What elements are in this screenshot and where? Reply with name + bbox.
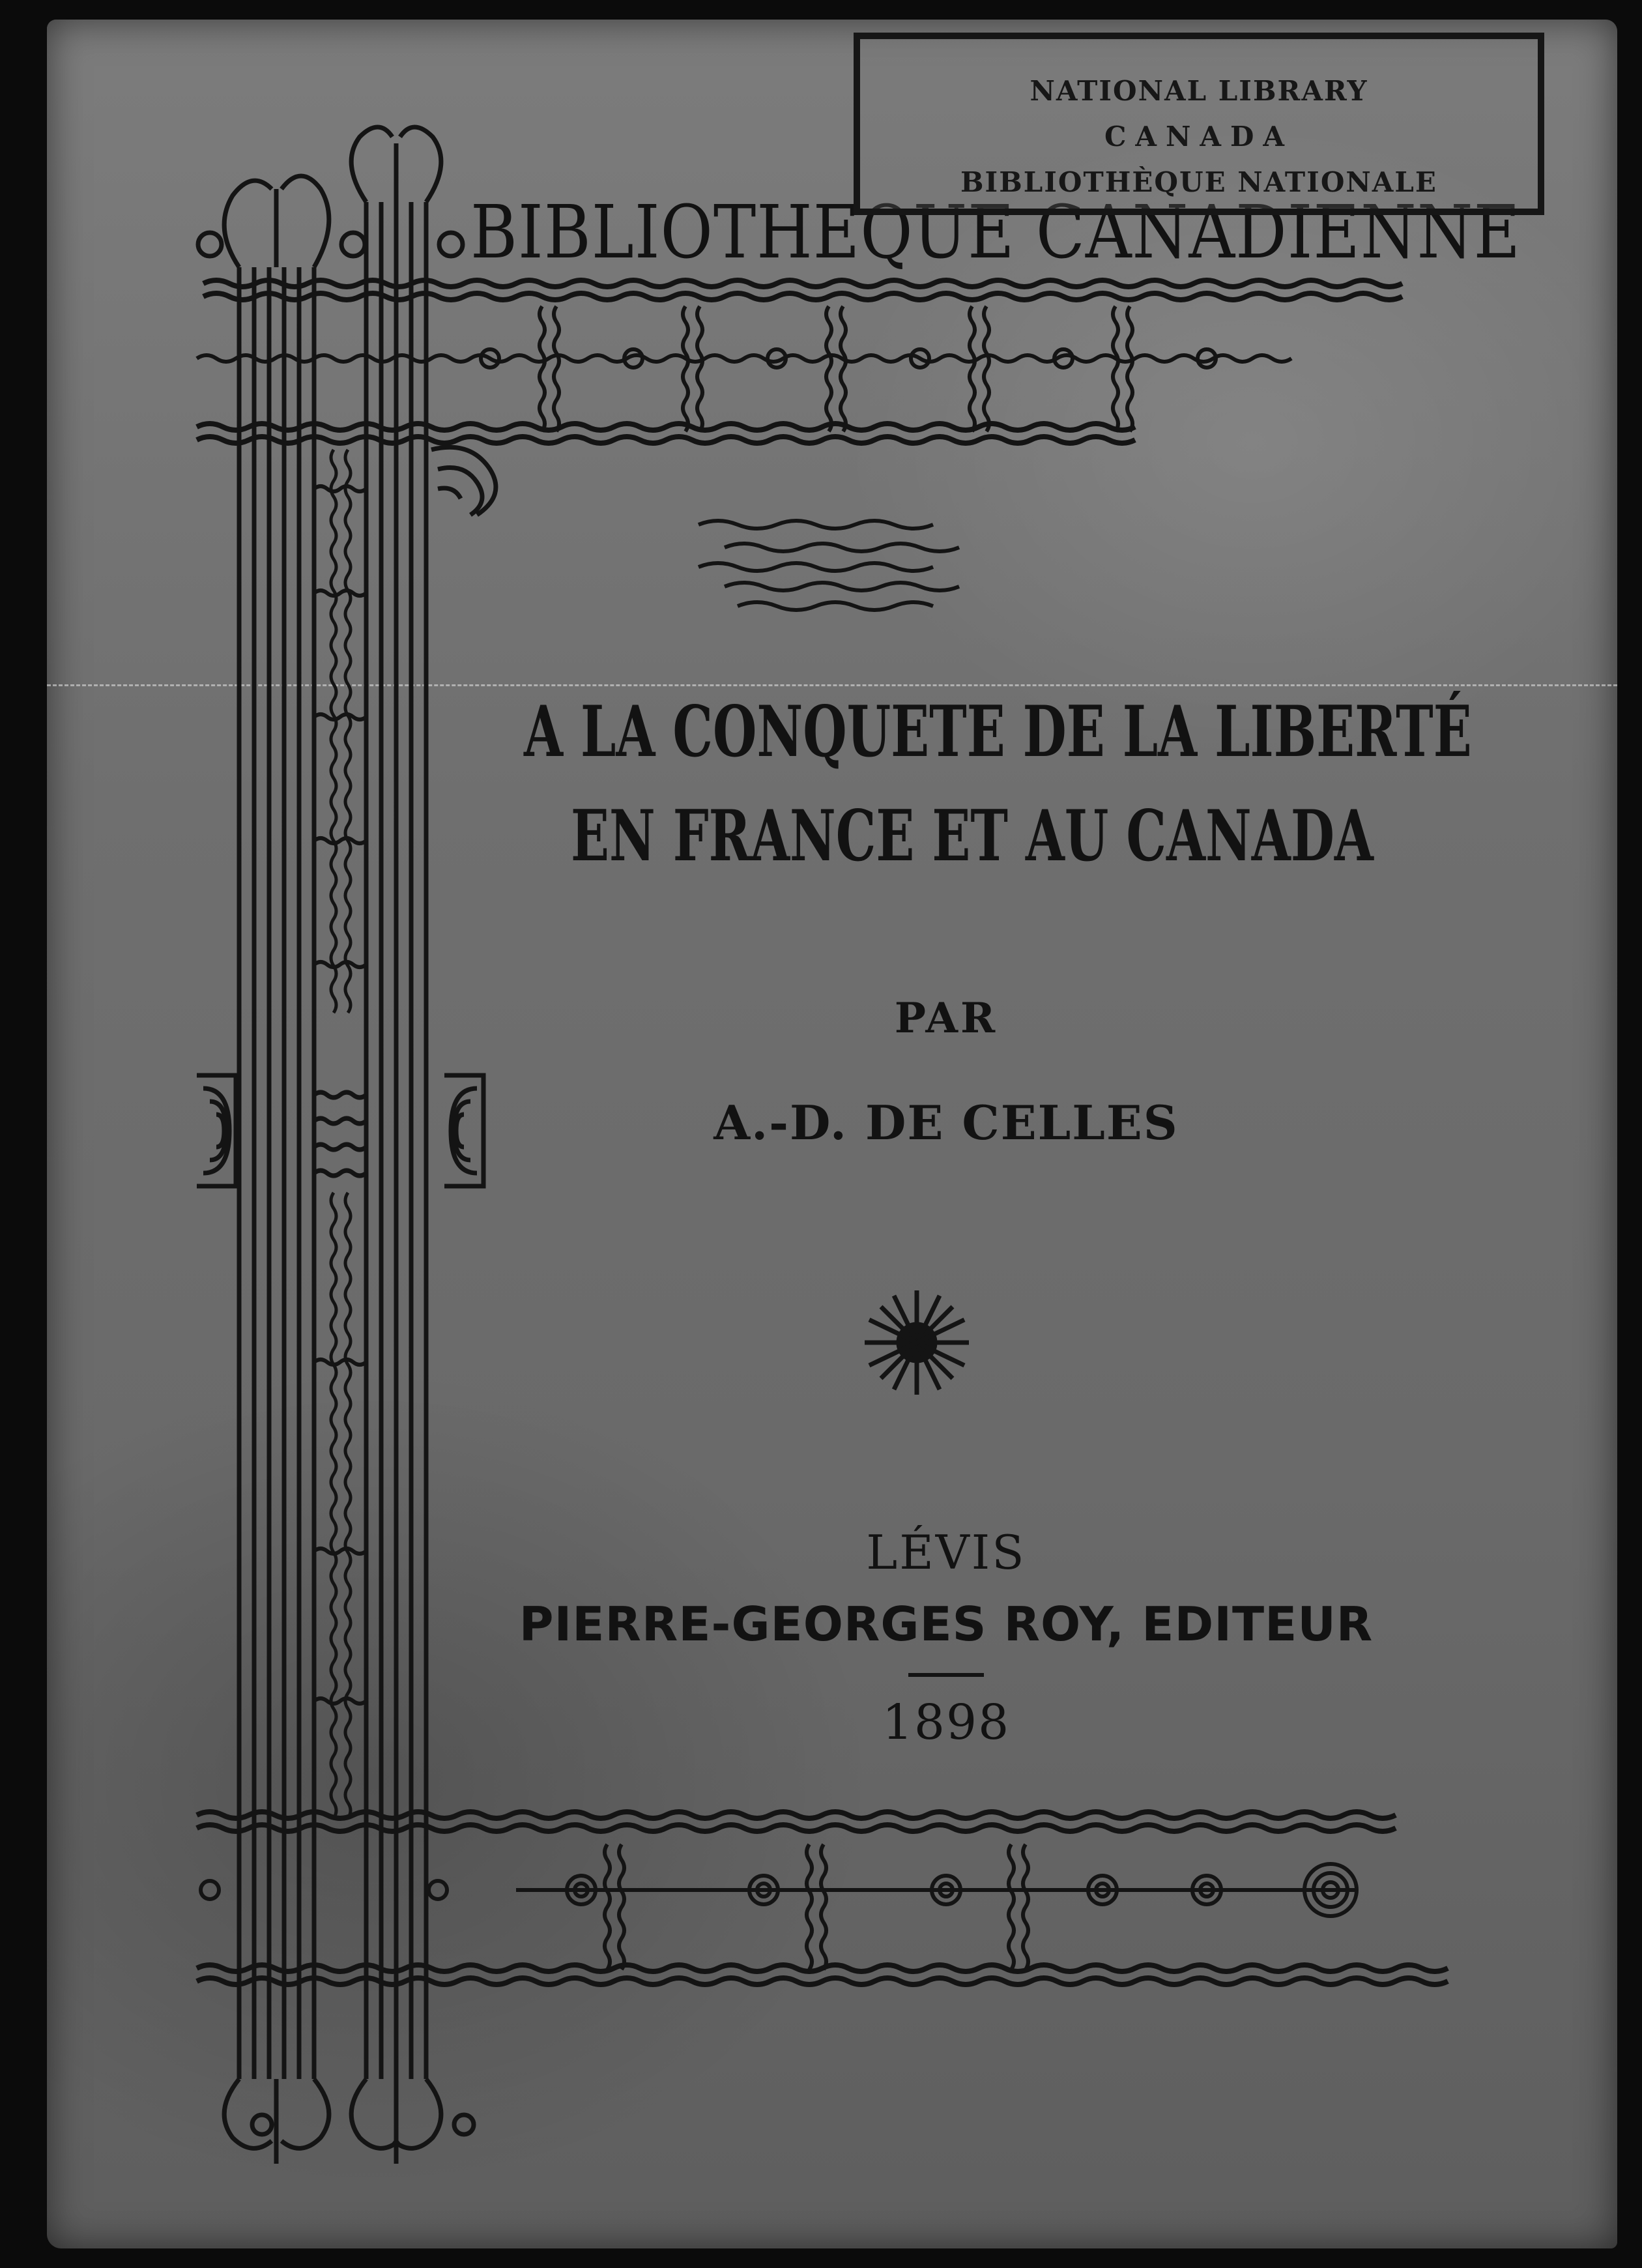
publication-year: 1898	[882, 1694, 1011, 1751]
stamp-line-3: BIBLIOTHÈQUE NATIONALE	[960, 166, 1437, 198]
bottom-frame-ornament	[197, 1812, 1448, 1984]
library-stamp	[854, 33, 1544, 215]
stamp-line-1: NATIONAL LIBRARY	[1030, 75, 1368, 107]
by-label: PAR	[894, 994, 998, 1043]
publisher-name: PIERRE-GEORGES ROY, EDITEUR	[519, 1597, 1374, 1651]
book-title-line-2: EN FRANCE ET AU CANADA	[571, 794, 1374, 878]
left-frame-ornament	[197, 127, 496, 2164]
divider-ornament	[699, 521, 959, 610]
series-title: BIBLIOTHEQUE CANADIENNE	[470, 190, 1521, 276]
book-cover	[47, 20, 1617, 2248]
separator-rule	[908, 1673, 984, 1677]
top-frame-ornament	[197, 280, 1402, 443]
publication-place: LÉVIS	[866, 1525, 1026, 1580]
sunburst-ornament	[865, 1290, 969, 1395]
stamp-line-2: CANADA	[1104, 121, 1293, 153]
book-title-line-1: A LA CONQUETE DE LA LIBERTÉ	[524, 690, 1472, 774]
author-name: A.-D. DE CELLES	[713, 1095, 1179, 1150]
